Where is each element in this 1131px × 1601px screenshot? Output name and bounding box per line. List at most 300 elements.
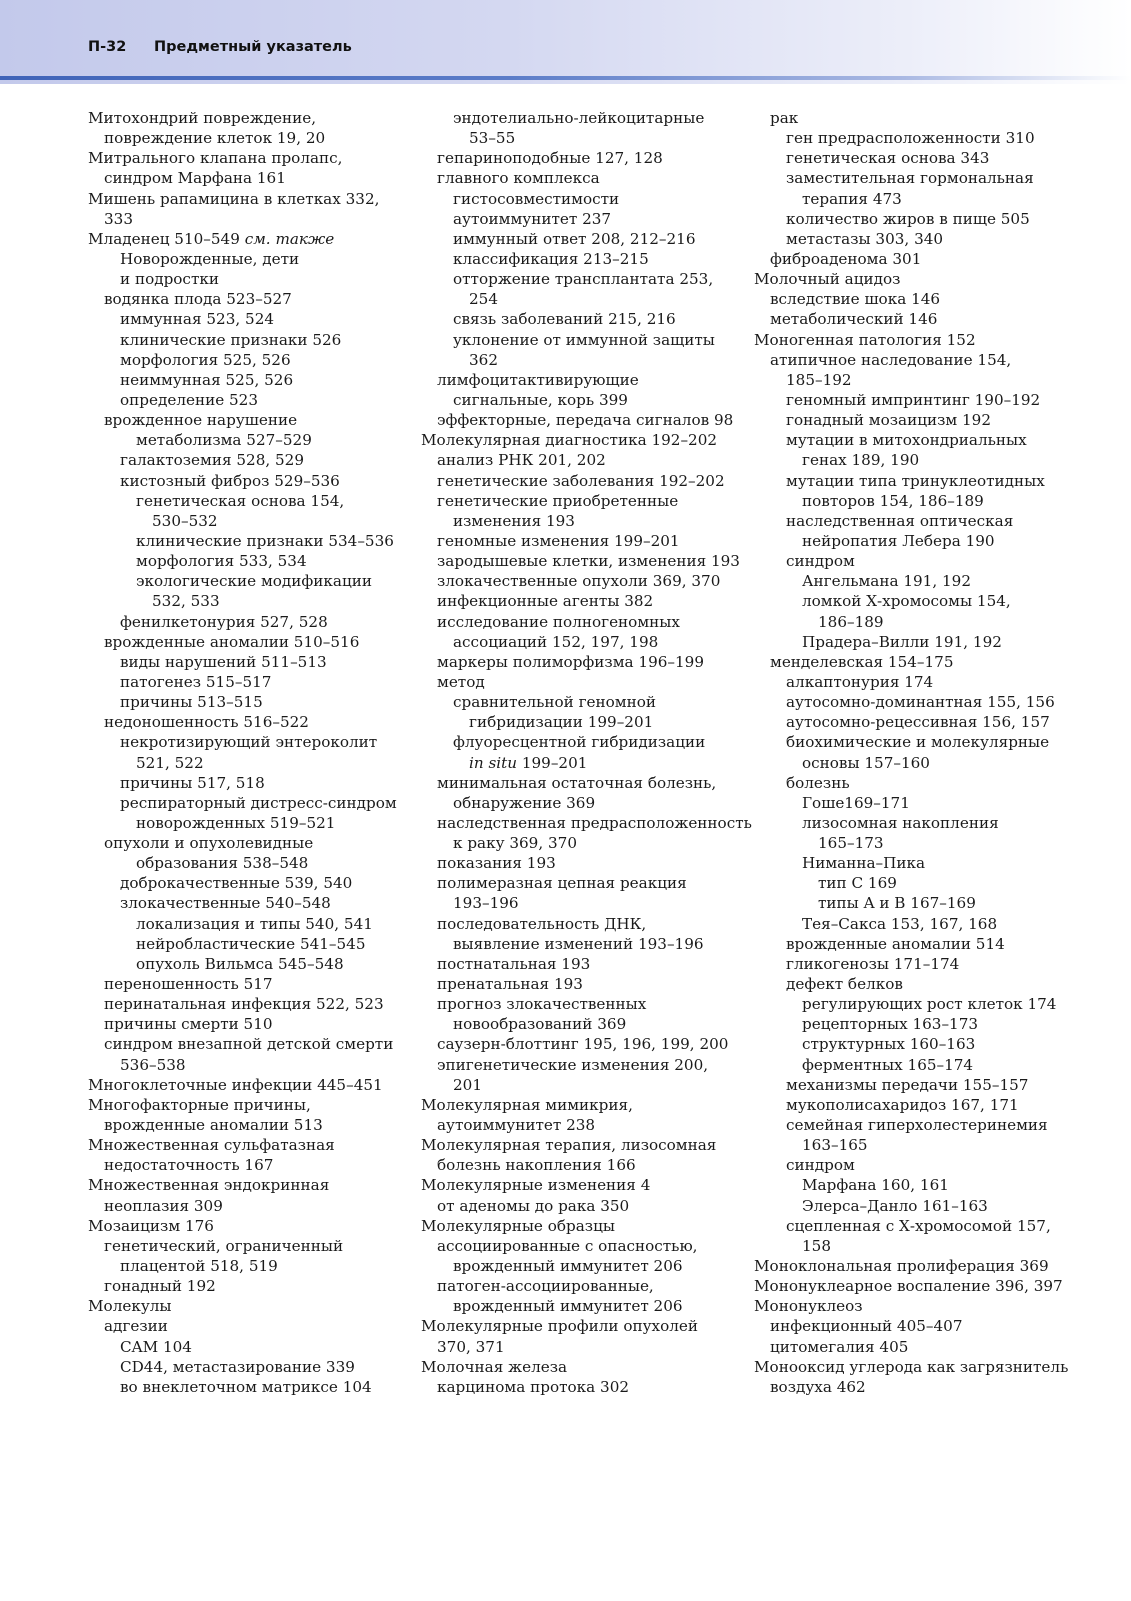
index-line (754, 1316, 1074, 1336)
index-line (88, 390, 408, 410)
index-line (88, 269, 408, 289)
index-line-text: Митрального клапана пролапс, (88, 149, 343, 168)
index-line (421, 148, 741, 168)
index-line-text: врожденное нарушение (104, 411, 298, 430)
index-line-text: цитомегалия 405 (770, 1337, 909, 1356)
index-line (88, 773, 408, 793)
index-line (88, 853, 408, 873)
index-line (421, 873, 741, 893)
index-line-text: зародышевые клетки, изменения 193 (437, 552, 740, 571)
index-line (421, 410, 741, 430)
index-line (754, 450, 1074, 470)
index-line-text: Гоше169–171 (802, 793, 910, 812)
index-line (754, 1296, 1074, 1316)
index-line-text: морфология 525, 526 (120, 350, 291, 369)
index-line (421, 1155, 741, 1175)
index-line (88, 430, 408, 450)
index-line (421, 1276, 741, 1296)
index-line-text: алкаптонурия 174 (786, 672, 934, 691)
index-line (421, 934, 741, 954)
index-line-text: клинические признаки 534–536 (136, 531, 394, 550)
index-line-text: Митохондрий повреждение, (88, 109, 317, 127)
index-line (421, 491, 741, 511)
index-line-text: галактоземия 528, 529 (120, 451, 305, 470)
index-line-text: повреждение клеток 19, 20 (104, 129, 326, 148)
index-line (421, 370, 741, 390)
index-line (88, 873, 408, 893)
index-line (754, 511, 1074, 531)
index-line-text: рак (770, 109, 799, 127)
index-line (88, 229, 408, 249)
index-line-text: постнатальная 193 (437, 954, 591, 973)
index-line (88, 1276, 408, 1296)
index-line (88, 249, 408, 269)
index-line-text: флуоресцентной гибридизации (453, 733, 706, 752)
index-line (754, 1014, 1074, 1034)
index-line-text: синдром Марфана 161 (104, 169, 286, 188)
index-line (88, 793, 408, 813)
index-line-text: переношенность 517 (104, 975, 273, 994)
index-line-text: генетическая основа 154, (136, 491, 345, 510)
index-line-text: терапия 473 (802, 189, 902, 208)
index-line-text: во внеклеточном матриксе 104 (120, 1377, 372, 1396)
index-line (421, 168, 741, 188)
index-line (88, 571, 408, 591)
index-line (88, 893, 408, 913)
index-line (754, 914, 1074, 934)
index-line-text: 53–55 (469, 129, 516, 148)
index-line (754, 1155, 1074, 1175)
index-line-text: заместительная гормональная (786, 169, 1034, 188)
index-line (88, 1055, 408, 1075)
index-line (421, 1095, 741, 1115)
index-line-text: 530–532 (152, 511, 218, 530)
index-line-text: синдром (786, 1156, 855, 1175)
index-line-text: генах 189, 190 (802, 451, 920, 470)
index-line (421, 773, 741, 793)
index-line-text: обнаружение 369 (453, 793, 596, 812)
index-line (88, 108, 408, 128)
index-line-text: Мононуклеарное воспаление 396, 397 (754, 1277, 1063, 1296)
index-line (754, 168, 1074, 188)
index-line-text: количество жиров в пище 505 (786, 209, 1030, 228)
index-line (754, 1357, 1074, 1377)
index-line (88, 1075, 408, 1095)
index-line-text: повторов 154, 186–189 (802, 491, 984, 510)
index-line (88, 410, 408, 430)
index-line-text: 185–192 (786, 370, 852, 389)
index-line-text: неиммунная 525, 526 (120, 370, 294, 389)
index-line (754, 108, 1074, 128)
index-line-text: связь заболеваний 215, 216 (453, 310, 676, 329)
index-line-text: Элерса–Данло 161–163 (802, 1196, 988, 1215)
index-line (88, 209, 408, 229)
index-line-text: классификация 213–215 (453, 249, 649, 268)
index-line-text: структурных 160–163 (802, 1035, 976, 1054)
index-line (421, 612, 741, 632)
index-line-text: Моноклональная пролиферация 369 (754, 1257, 1049, 1276)
index-line (88, 753, 408, 773)
index-line-text: опухоль Вильмса 545–548 (136, 954, 344, 973)
index-line-text: эндотелиально-лейкоцитарные (453, 109, 705, 127)
index-line (88, 914, 408, 934)
index-line-text: гистосовместимости (453, 189, 620, 208)
index-line-text: Многоклеточные инфекции 445–451 (88, 1075, 383, 1094)
index-line-text: неоплазия 309 (104, 1196, 223, 1215)
index-line (754, 330, 1074, 350)
index-line-text: CD44, метастазирование 339 (120, 1357, 355, 1376)
index-line-text: Прадера–Вилли 191, 192 (802, 632, 1002, 651)
index-line (421, 289, 741, 309)
index-line-text: гонадный мозаицизм 192 (786, 411, 992, 430)
index-line-text: нейропатия Лебера 190 (802, 531, 995, 550)
index-line-text: метаболический 146 (770, 310, 938, 329)
index-line-text: экологические модификации (136, 572, 372, 591)
index-line (421, 128, 741, 148)
index-line-text: геномный импринтинг 190–192 (786, 390, 1041, 409)
index-line (88, 1135, 408, 1155)
index-line (88, 309, 408, 329)
index-line-text: аутоиммунитет 237 (453, 209, 612, 228)
index-line-text: морфология 533, 534 (136, 552, 307, 571)
index-line (754, 1055, 1074, 1075)
index-line-text: маркеры полиморфизма 196–199 (437, 652, 704, 671)
index-line (754, 1115, 1074, 1135)
index-line (88, 833, 408, 853)
index-line-text: Тея–Сакса 153, 167, 168 (802, 914, 998, 933)
index-line-italic: in situ (469, 753, 518, 772)
index-line (88, 1034, 408, 1054)
index-line-text: болезнь (786, 773, 850, 792)
index-line (421, 471, 741, 491)
index-line (754, 471, 1074, 491)
index-line-text: прогноз злокачественных (437, 995, 647, 1014)
index-line-text: дефект белков (786, 975, 903, 994)
index-line (421, 209, 741, 229)
index-line (754, 773, 1074, 793)
index-line (754, 1337, 1074, 1357)
index-line (754, 309, 1074, 329)
index-line-text: фенилкетонурия 527, 528 (120, 612, 328, 631)
index-line-text: уклонение от иммунной защиты (453, 330, 715, 349)
index-line (754, 612, 1074, 632)
index-line (88, 1115, 408, 1135)
index-line-text: гонадный 192 (104, 1277, 216, 1296)
index-line (88, 1236, 408, 1256)
index-line-text: основы 157–160 (802, 753, 930, 772)
index-line-text: рецепторных 163–173 (802, 1015, 979, 1034)
index-line (754, 189, 1074, 209)
index-line (421, 1216, 741, 1236)
index-line-text: метод (437, 672, 485, 691)
index-line (754, 994, 1074, 1014)
index-line (88, 974, 408, 994)
index-line-text: исследование полногеномных (437, 612, 680, 631)
index-line (421, 430, 741, 450)
index-line (754, 712, 1074, 732)
index-line-text: Монооксид углерода как загрязнитель (754, 1357, 1069, 1376)
index-line-text: Молекулярная диагностика 192–202 (421, 431, 718, 450)
index-line (754, 1377, 1074, 1397)
index-line-text: перинатальная инфекция 522, 523 (104, 995, 384, 1014)
index-line-text: генетические приобретенные (437, 491, 679, 510)
index-line (754, 269, 1074, 289)
index-line (88, 672, 408, 692)
index-line-text: атипичное наследование 154, (770, 350, 1012, 369)
index-line (421, 813, 752, 833)
index-line (754, 732, 1074, 752)
index-line (754, 893, 1074, 913)
index-line-text: мутации типа тринуклеотидных (786, 471, 1045, 490)
index-line-text: опухоли и опухолевидные (104, 834, 314, 853)
index-line (754, 229, 1074, 249)
index-line (88, 934, 408, 954)
index-line (754, 350, 1074, 370)
index-line-text: генетический, ограниченный (104, 1236, 344, 1255)
index-line-text: Мононуклеоз (754, 1297, 863, 1316)
index-line (421, 893, 741, 913)
index-line-text: врожденный иммунитет 206 (453, 1297, 683, 1316)
index-line (421, 652, 741, 672)
index-line (421, 450, 741, 470)
index-line-text: 163–165 (802, 1136, 868, 1155)
index-line (421, 1014, 741, 1034)
index-line-text: воздуха 462 (770, 1377, 866, 1396)
index-line-text: сцепленная с Х-хромосомой 157, (786, 1216, 1051, 1235)
index-line-text: Молочная железа (421, 1357, 568, 1376)
index-line (421, 1055, 741, 1075)
index-line-text: ген предрасположенности 310 (786, 129, 1035, 148)
index-line-text: инфекционный 405–407 (770, 1317, 963, 1336)
index-line-text: Моногенная патология 152 (754, 330, 976, 349)
index-line (421, 249, 741, 269)
index-line (88, 1155, 408, 1175)
index-line-text: эффекторные, передача сигналов 98 (437, 411, 734, 430)
index-line-text: недостаточность 167 (104, 1156, 274, 1175)
index-line (754, 148, 1074, 168)
index-line-text: аутоиммунитет 238 (437, 1116, 596, 1135)
index-line-text: 536–538 (120, 1055, 186, 1074)
index-line-text: Новорожденные, дети (120, 249, 300, 268)
index-line (421, 1357, 741, 1377)
index-line-text: Молекулярная терапия, лизосомная (421, 1136, 717, 1155)
index-line (88, 289, 408, 309)
index-line (88, 350, 408, 370)
index-line (754, 209, 1074, 229)
index-line-text: отторжение трансплантата 253, (453, 270, 714, 289)
index-line-text: аутосомно-рецессивная 156, 157 (786, 713, 1050, 732)
index-line-text: причины 517, 518 (120, 773, 265, 792)
index-line (421, 1175, 741, 1195)
index-line-text: 532, 533 (152, 592, 220, 611)
index-line-text: определение 523 (120, 390, 259, 409)
index-line-text: 199–201 (517, 753, 588, 772)
index-line (754, 672, 1074, 692)
index-line-text: врожденные аномалии 513 (104, 1116, 323, 1135)
index-line-text: патоген-ассоциированные, (437, 1277, 654, 1296)
index-line (421, 350, 741, 370)
index-line-text: и подростки (120, 270, 219, 289)
index-line-text: Молочный ацидоз (754, 270, 901, 289)
index-line-text: образования 538–548 (136, 854, 309, 873)
index-line-text: показания 193 (437, 854, 556, 873)
index-line-text: Многофакторные причины, (88, 1095, 311, 1114)
index-line-text: фиброаденома 301 (770, 249, 922, 268)
index-line-text: клинические признаки 526 (120, 330, 342, 349)
index-line-text: Ниманна–Пика (802, 854, 926, 873)
index-line (88, 1337, 408, 1357)
index-line (88, 612, 408, 632)
index-line-text: менделевская 154–175 (770, 652, 954, 671)
index-line (754, 974, 1074, 994)
index-line-text: новорожденных 519–521 (136, 813, 336, 832)
index-line (88, 954, 408, 974)
index-line (88, 189, 408, 209)
index-line (754, 853, 1074, 873)
index-line-text: водянка плода 523–527 (104, 290, 292, 309)
index-line (754, 1236, 1074, 1256)
index-line (421, 390, 741, 410)
section-title: Предметный указатель (154, 39, 352, 55)
index-line (754, 1135, 1074, 1155)
index-line-text: генетическая основа 343 (786, 149, 990, 168)
index-line (88, 1357, 408, 1377)
index-line-text: эпигенетические изменения 200, (437, 1055, 709, 1074)
index-line (421, 732, 741, 752)
index-line-text: Мишень рапамицина в клетках 332, (88, 189, 380, 208)
index-line-text: последовательность ДНК, (437, 914, 647, 933)
index-line-text: изменения 193 (453, 511, 575, 530)
index-line-text: адгезии (104, 1317, 168, 1336)
index-line-text: ассоциаций 152, 197, 198 (453, 632, 659, 651)
index-line (88, 712, 408, 732)
index-line (754, 531, 1074, 551)
index-line-text: наследственная предрасположенность (437, 813, 752, 832)
index-line-text: 186–189 (818, 612, 884, 631)
index-line (754, 571, 1074, 591)
index-line (88, 330, 408, 350)
index-line (421, 108, 741, 128)
index-line (421, 672, 741, 692)
index-line-text: 254 (469, 290, 498, 309)
index-line-text: Молекулярная мимикрия, (421, 1095, 633, 1114)
index-column-2 (421, 108, 752, 1397)
index-line (421, 511, 741, 531)
index-line-text: Ангельмана 191, 192 (802, 572, 971, 591)
index-line-text: минимальная остаточная болезнь, (437, 773, 717, 792)
index-line-text: геномные изменения 199–201 (437, 531, 680, 550)
index-line-text: локализация и типы 540, 541 (136, 914, 373, 933)
index-line-text: аутосомно-доминантная 155, 156 (786, 693, 1055, 712)
index-line-text: биохимические и молекулярные (786, 733, 1050, 752)
index-line-text: CAM 104 (120, 1337, 192, 1356)
index-line (754, 1276, 1074, 1296)
index-line (88, 148, 408, 168)
index-line-text: 165–173 (818, 834, 884, 853)
page-number: П-32 (88, 39, 127, 55)
index-line (421, 1034, 741, 1054)
index-line-text: злокачественные опухоли 369, 370 (437, 572, 721, 591)
index-line-text: иммунная 523, 524 (120, 310, 275, 329)
index-line (88, 652, 408, 672)
index-line (421, 1256, 741, 1276)
index-line-text: анализ РНК 201, 202 (437, 451, 606, 470)
index-line (421, 1296, 741, 1316)
index-line (421, 712, 741, 732)
index-line-text: синдром внезапной детской смерти (104, 1035, 394, 1054)
index-line-text: 193–196 (453, 894, 519, 913)
index-line-text: выявление изменений 193–196 (453, 934, 704, 953)
index-line (421, 531, 741, 551)
index-line (754, 128, 1074, 148)
index-line-text: доброкачественные 539, 540 (120, 874, 353, 893)
index-line-text: карцинома протока 302 (437, 1377, 630, 1396)
index-line (754, 430, 1074, 450)
index-line (88, 1296, 408, 1316)
index-line-text: вследствие шока 146 (770, 290, 941, 309)
index-line (421, 1236, 741, 1256)
index-line (754, 833, 1074, 853)
index-line (88, 511, 408, 531)
index-line (421, 269, 741, 289)
index-line-text: лизосомная накопления (802, 813, 999, 832)
index-line-text: 201 (453, 1075, 482, 1094)
index-line (88, 632, 408, 652)
index-line (754, 632, 1074, 652)
index-line-text: причины смерти 510 (104, 1015, 273, 1034)
index-line-text: тип C 169 (818, 874, 897, 893)
index-line (754, 410, 1074, 430)
index-line-text: мукополисахаридоз 167, 171 (786, 1095, 1019, 1114)
index-line (754, 1196, 1074, 1216)
index-line (421, 1196, 741, 1216)
index-line-text: главного комплекса (437, 169, 600, 188)
index-line (421, 692, 741, 712)
index-line-text: ферментных 165–174 (802, 1055, 974, 1074)
index-line (421, 1115, 741, 1135)
index-line-text: Множественная сульфатазная (88, 1136, 335, 1155)
index-line-text: к раку 369, 370 (453, 834, 577, 853)
index-line-text: мутации в митохондриальных (786, 431, 1027, 450)
index-line-text: Множественная эндокринная (88, 1176, 330, 1195)
index-line (421, 632, 741, 652)
index-line-text: причины 513–515 (120, 693, 263, 712)
index-line (421, 793, 741, 813)
index-line (88, 471, 408, 491)
index-line-text: Молекулярные изменения 4 (421, 1176, 651, 1195)
index-line (88, 1095, 408, 1115)
index-line-text: регулирующих рост клеток 174 (802, 995, 1057, 1014)
index-line (754, 753, 1074, 773)
index-line-text: Марфана 160, 161 (802, 1176, 949, 1195)
index-line (88, 1316, 408, 1336)
index-line-text: ассоциированные с опасностью, (437, 1236, 698, 1255)
index-line-text: иммунный ответ 208, 212–216 (453, 229, 696, 248)
index-line-text: от аденомы до рака 350 (437, 1196, 630, 1215)
index-line (421, 1337, 741, 1357)
index-line-text: Молекулярные образцы (421, 1216, 615, 1235)
header-rule (0, 76, 1131, 80)
index-line (421, 1075, 741, 1095)
index-line (754, 491, 1074, 511)
index-line (754, 1034, 1074, 1054)
index-line (754, 692, 1074, 712)
index-line-text: ломкой Х-хромосомы 154, (802, 592, 1011, 611)
index-line (754, 249, 1074, 269)
index-line-text: полимеразная цепная реакция (437, 874, 687, 893)
index-line (421, 229, 741, 249)
index-line (421, 954, 741, 974)
